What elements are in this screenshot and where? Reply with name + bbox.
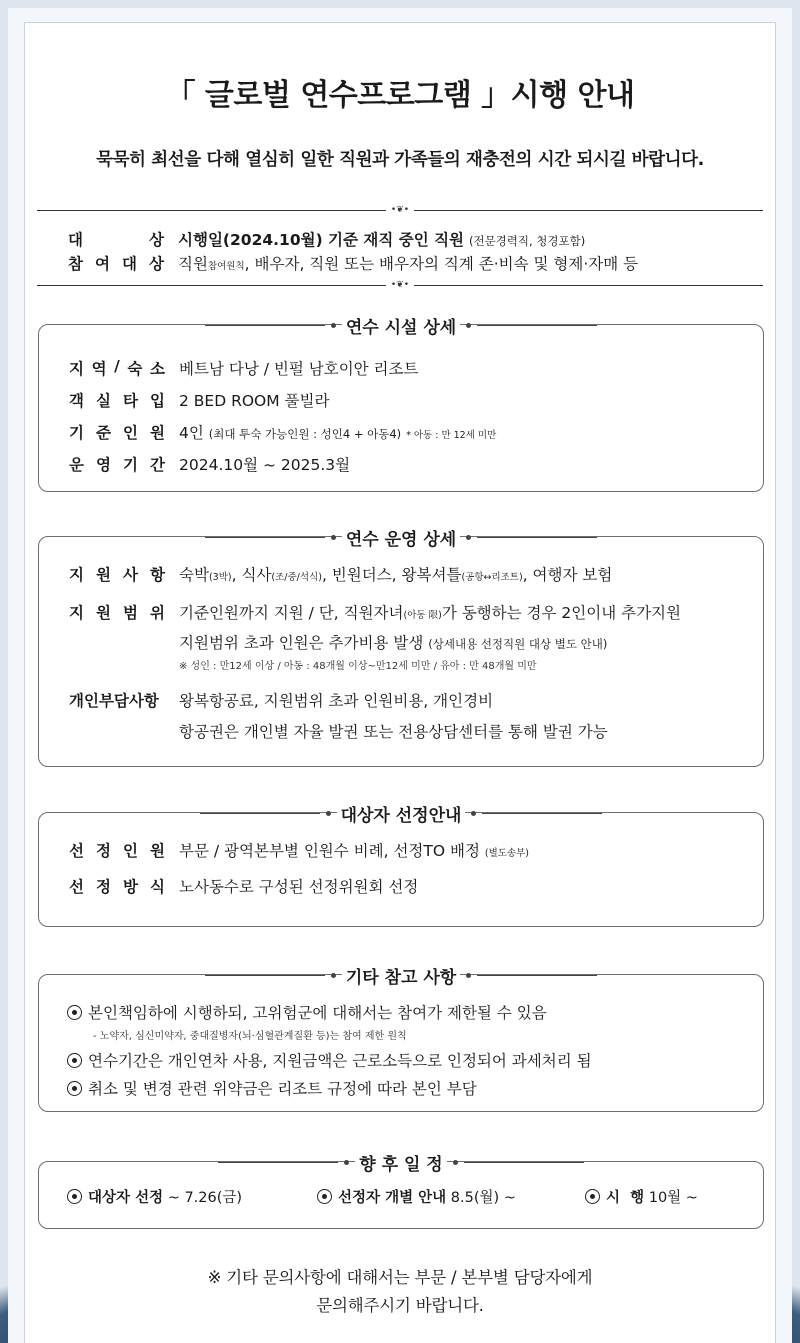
others-item-1: 본인책임하에 시행하되, 고위험군에 대해서는 참여가 제한될 수 있음 [67, 1001, 547, 1023]
footer-line-1: ※ 기타 문의사항에 대해서는 부문 / 본부별 담당자에게 [207, 1268, 593, 1287]
page-title: 「 글로벌 연수프로그램 」시행 안내 [165, 78, 635, 113]
divider-ornament-bottom: •❦• [386, 280, 414, 290]
operation-row-personal: 개인부담사항 왕복항공료, 지원범위 초과 인원비용, 개인경비 [69, 692, 494, 710]
target-label: 대 상 [68, 231, 164, 249]
schedule-item-launch: 시 행 10월 ~ [585, 1186, 698, 1207]
target-row [68, 228, 585, 250]
selection-row-method: 선 정 방 식 노사동수로 구성된 선정위원회 선정 [69, 878, 419, 896]
footer-line-2: 문의해주시기 바랍니다. [316, 1296, 484, 1315]
facility-row-room: 객 실 타 입 2 BED ROOM 풀빌라 [69, 392, 330, 410]
others-item-3: 취소 및 변경 관련 위약금은 리조트 규정에 따라 본인 부담 [67, 1077, 477, 1099]
operation-range-note: ※ 성인 : 만12세 이상 / 아동 : 48개월 이상~만12세 미만 / 유아 : 만 48개월 미만 [179, 661, 537, 672]
others-title: 기타 참고 사항 [39, 963, 763, 988]
schedule-item-selection: 대상자 선정 ~ 7.26(금) [67, 1186, 242, 1207]
schedule-item-notice: 선정자 개별 안내 8.5(월) ~ [317, 1186, 516, 1207]
participants-value: 직원참여원칙, 배우자, 직원 또는 배우자의 직계 존·비속 및 형제·자매 등 [178, 255, 639, 273]
operation-title: 연수 운영 상세 [39, 525, 763, 550]
bullet-icon [67, 1189, 82, 1204]
facility-row-capacity: 기 준 인 원 4인 (최대 투숙 가능인원 : 성인4 + 아동4) * 아동 : 만 12세 미만 [69, 424, 497, 442]
schedule-title: 향 후 일 정 [39, 1150, 763, 1175]
facility-box [38, 318, 764, 492]
operation-row-range: 지 원 범 위 기준인원까지 지원 / 단, 직원자녀(아동 限)가 동행하는 경우 2인이내 추가지원 [69, 604, 682, 622]
bullet-icon [585, 1189, 600, 1204]
others-item-2: 연수기간은 개인연차 사용, 지원금액은 근로소득으로 인정되어 과세처리 됨 [67, 1049, 592, 1071]
selection-title: 대상자 선정안내 [39, 801, 763, 826]
others-box [38, 968, 764, 1112]
bullet-icon [317, 1189, 332, 1204]
bullet-icon [67, 1053, 82, 1068]
facility-row-location: 지 역 / 숙 소 베트남 다낭 / 빈펄 남호이안 리조트 [69, 357, 419, 378]
facility-title: 연수 시설 상세 [39, 313, 763, 338]
facility-row-period: 운 영 기 간 2024.10월 ~ 2025.3월 [69, 456, 351, 474]
operation-range-line2: 지원범위 초과 인원은 추가비용 발생 (상세내용 선정직원 대상 별도 안내) [179, 634, 608, 652]
operation-box [38, 530, 764, 767]
page-subtitle: 묵묵히 최선을 다해 열심히 일한 직원과 가족들의 재충전의 시간 되시길 바랍니다. [96, 150, 704, 170]
participants-label: 참 여 대 상 [68, 255, 164, 273]
bullet-icon [67, 1005, 82, 1020]
selection-row-count: 선 정 인 원 부문 / 광역본부별 인원수 비례, 선정TO 배정 (별도송부) [69, 842, 530, 860]
target-value: 시행일(2024.10월) 기준 재직 중인 직원 [178, 231, 465, 249]
target-note: (전문경력직, 청경포함) [468, 234, 586, 248]
selection-box [38, 806, 764, 927]
bullet-icon [67, 1081, 82, 1096]
operation-row-support: 지 원 사 항 숙박(3박), 식사(조/중/석식), 빈원더스, 왕복셔틀(공항↔리조트), 여행자 보험 [69, 566, 613, 584]
schedule-box [38, 1155, 764, 1229]
participants-row [68, 252, 638, 274]
others-item-1-note: - 노약자, 심신미약자, 중대질병자(뇌·심혈관계질환 등)는 참여 제한 원칙 [93, 1031, 407, 1042]
divider-ornament-top: •❦• [386, 205, 414, 215]
operation-personal-line2: 항공권은 개인별 자율 발권 또는 전용상담센터를 통해 발권 가능 [179, 723, 608, 741]
